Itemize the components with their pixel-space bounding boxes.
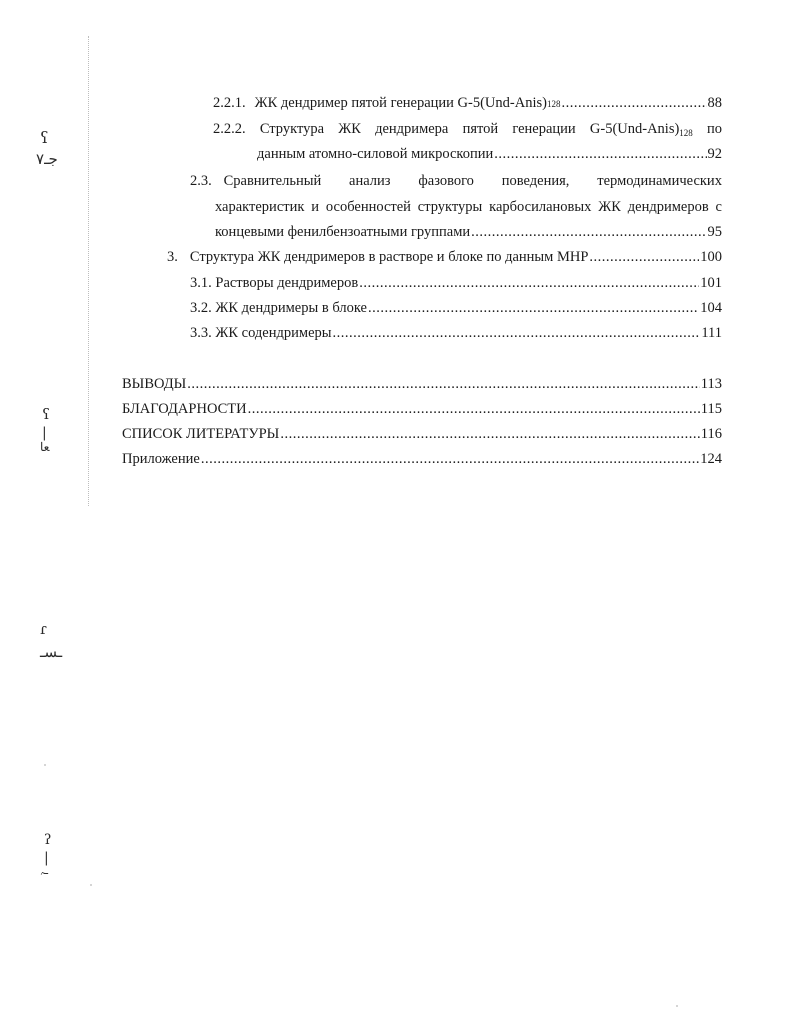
entry-title: 3.1. Растворы дендримеров [190,275,359,291]
entry-number: 2.2.1. [213,95,246,111]
scan-speck [676,1005,678,1007]
handwritten-mark-4: ʔ [44,832,52,848]
entry-number: 3. [167,249,178,265]
entry-word: поведения, [501,173,570,189]
page-number: 115 [700,401,722,417]
toc-entry-2-2-2-line2 [257,145,722,163]
dot-leader [187,375,700,393]
entry-number: 2.2.2. [213,121,246,137]
entry-title-cont: концевыми фенилбензоатными группами [215,224,471,240]
toc-entry-2-3-line1 [190,172,722,190]
entry-word: пятой [462,121,499,137]
entry-word: дендримера [375,121,449,137]
scan-speck [44,764,46,766]
handwritten-mark-4c: ـﮧ [40,862,49,878]
subscript: 128 [679,128,693,138]
toc-entry-acknowledgements [122,400,722,418]
handwritten-mark-4b: | [44,850,49,866]
handwritten-mark-3b: ـﺴـ [40,643,63,661]
page-number: 92 [707,146,722,162]
entry-word: анализ [349,173,391,189]
page-number: 100 [700,249,722,265]
toc-entry-2-2-1 [213,94,722,113]
entry-word: Структура [259,121,325,137]
handwritten-mark-1: ʕ [40,128,49,147]
entry-title: Структура ЖК дендримеров в растворе и блоке по данным МНР [189,249,589,265]
toc-entry-3-2 [190,299,722,317]
toc-entry-conclusions [122,375,722,393]
entry-title: 3.3. ЖК содендримеры [190,325,332,341]
entry-word: генерации [512,121,576,137]
dot-leader [248,400,700,418]
toc-entry-references [122,425,722,443]
toc-entry-3 [167,248,722,266]
dot-leader [368,299,699,317]
entry-title: СПИСОК ЛИТЕРАТУРЫ [122,426,280,442]
page-number: 111 [701,325,722,341]
toc-entry-2-3-line3 [215,223,722,241]
dot-leader [201,450,699,468]
handwritten-mark-2b: | [42,425,47,441]
entry-word: Сравнительный [223,173,322,189]
entry-word: ЖК [338,121,361,137]
dot-leader [359,274,699,292]
entry-title: Приложение [122,451,200,467]
entry-number: 2.3. [190,173,212,189]
scan-speck [90,884,92,886]
dot-leader [589,248,699,266]
handwritten-mark-1b: جـ۷ [36,150,58,168]
entry-word: фазового [418,173,474,189]
entry-title: БЛАГОДАРНОСТИ [122,401,247,417]
entry-title: ВЫВОДЫ [122,376,187,392]
toc-entry-appendix [122,450,722,468]
page-number: 104 [700,300,722,316]
page-number: 124 [700,451,722,467]
toc-entry-2-3-line2 [215,198,722,216]
entry-title: 3.2. ЖК дендримеры в блоке [190,300,367,316]
binding-dotted-line [88,36,89,506]
handwritten-mark-2: ʕ [42,405,51,423]
entry-title: ЖК дендример пятой генерации G-5(Und-Anis) [254,95,547,111]
entry-word: по [706,121,722,137]
handwritten-mark-3: ɾ [40,620,47,638]
handwritten-mark-2c: ﻌﺎ [40,440,50,454]
dot-leader [494,145,706,163]
dot-leader [561,94,706,112]
page-number: 113 [700,376,722,392]
page-number: 116 [700,426,722,442]
dot-leader [333,324,701,342]
page-number: 101 [700,275,722,291]
subscript: 128 [546,99,561,109]
entry-title-cont: характеристик и особенностей структуры карбосилановых ЖК дендримеров с [215,199,722,215]
dot-leader [280,425,699,443]
toc-entry-3-1 [190,274,722,292]
toc-entry-2-2-2-line1 [213,120,722,142]
page-number: 95 [707,224,722,240]
toc-entry-3-3 [190,324,722,342]
entry-formula: $G-5(Und-Anis)_{128}$ [589,121,693,138]
page-number: 88 [707,95,722,111]
dot-leader [471,223,706,241]
entry-title-cont: данным атомно-силовой микроскопии [257,146,494,162]
entry-word: термодинамических [597,173,722,189]
